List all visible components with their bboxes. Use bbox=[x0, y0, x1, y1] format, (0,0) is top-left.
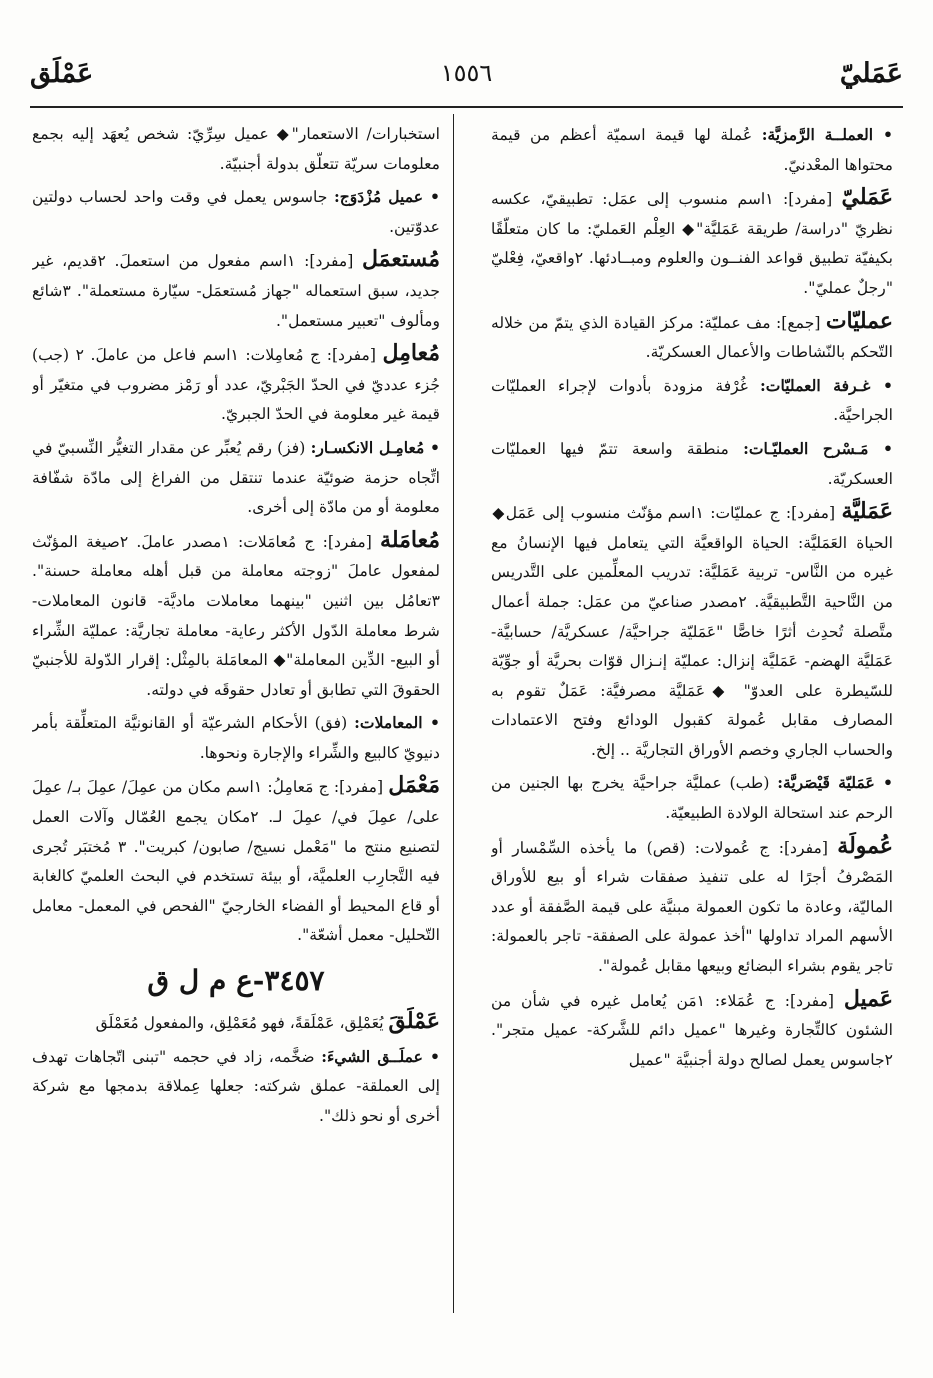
right-column bbox=[491, 120, 893, 1308]
dictionary-entry bbox=[491, 307, 893, 368]
entry-definition: [جمع]: مف عمليّة: مركز القيادة الذي يتمّ من خلاله التّحكم بالنّشاطات والأعمال العسكريّة. bbox=[491, 313, 893, 362]
entry-definition: [مفرد]: ج مُعامِلات: ١اسم فاعل من عاملَ. ٢ (جب) جُزء عدديّ في الحدّ الجَبْريّ، عدد أو رَمْز مضروب في متغيّر أو قيمة غير معلومة في الحدّ الجبريّ. bbox=[32, 346, 440, 424]
entry-definition: منطقة واسعة تتمّ فيها العمليّات العسكريّة. bbox=[491, 439, 893, 488]
dictionary-entry bbox=[491, 985, 893, 1076]
page-number: ١٥٥٦ bbox=[440, 59, 493, 87]
dictionary-entry bbox=[32, 1007, 440, 1039]
entry-lemma: عَمَليَّة bbox=[841, 498, 893, 525]
entry-subheading: • المعاملات: bbox=[354, 713, 440, 733]
dictionary-entry bbox=[32, 1042, 440, 1132]
entry-subheading: • عملَــق الشيءَ: bbox=[321, 1046, 440, 1066]
header-rule bbox=[30, 106, 903, 108]
dictionary-entry bbox=[491, 183, 893, 303]
entry-definition: ضخَّمه، زاد في حجمه "تبنى اتّجاهات تهدف إلى العملقة- عملق شركته: جعلها عِملاقة بدمجها مع شركة أخرى أو نحو ذلك". bbox=[32, 1047, 440, 1125]
dictionary-entry bbox=[32, 771, 440, 951]
entry-lemma: مُستعمَل bbox=[361, 246, 440, 273]
entry-definition: [مفرد]: ١اسم مفعول من استعملَ. ٢قديم، غير جديد، سبق استعماله "جهاز مُستعمَل- سيّارة مستعملة". ٣شائع ومألوف "تعبير مستعمل". bbox=[32, 252, 440, 330]
entry-subheading: • عَمَليّة قَيْصَريَّة: bbox=[777, 773, 893, 793]
dictionary-entry bbox=[32, 120, 440, 179]
entry-definition: (فق) الأحكام الشرعيّة أو القانونيَّة المتعلِّقة بأمر دنيويّ كالبيع والشِّراء والإجارة ونحوها. bbox=[32, 714, 440, 762]
entry-lemma: مُعامِل bbox=[382, 340, 440, 367]
entry-subheading: • مُعامِـل الانكسـار: bbox=[310, 437, 440, 457]
entry-definition: [مفرد]: ج مَعامِلُ: ١اسم مكان من عمِلَ/ عمِلَ بـ/ عمِلَ على/ عمِلَ في/ عمِلَ لـ. ٢مكان يجمع العُمّال وآلات العمل لتصنيع منتج ما "مَعْمل نسيج/ صابون/ كبريت". ٣ مُختبَر تُجرى فيه التَّجارِب العلميَّة، أو بيئة تستخدم في البحث العلميّ كالغابة أو قاع المحيط أو الفضاء الخارجيّ "الفحص في المعمل- معامل التّحليل- معمل أشعّة". bbox=[32, 778, 440, 945]
dictionary-entry bbox=[32, 708, 440, 768]
header-right-word: عَمَليّ bbox=[839, 57, 903, 89]
dictionary-entry bbox=[491, 371, 893, 431]
dictionary-entry bbox=[32, 182, 440, 242]
entry-lemma: عمليّات bbox=[825, 307, 893, 334]
dictionary-entry bbox=[32, 526, 440, 706]
header-left-word: عَمْلَق bbox=[30, 57, 94, 89]
root-heading: ٣٤٥٧-ع م ل ق bbox=[147, 964, 325, 998]
entry-lemma: عُمولَة bbox=[837, 832, 893, 859]
entry-lemma: مَعْمَل bbox=[388, 772, 440, 799]
dictionary-entry bbox=[32, 245, 440, 336]
dictionary-entry bbox=[491, 434, 893, 494]
entry-lemma: عَميل bbox=[843, 985, 893, 1012]
entry-definition: [مفرد]: ج مُعامَلات: ١مصدر عاملَ. ٢صيغة المؤنّث لمفعول عاملَ "زوجته معاملة من قبل أهله معاملة حسنة". ٣تعامُل بين اثنين "بينهما معاملات ماديَّة- قانون المعاملات- شرط معاملة الدّول الأكثر رعاية- معاملة تجاريَّة: عمليّة الشِّراء أو البيع- الدِّين المعاملة"◆ المعامَلة بالمِثْل: إقرار الدّولة للأجنبيّ الحقوقَ التي تطابق أو تعادل حقوقَه في دولته. bbox=[32, 532, 440, 699]
page-header bbox=[30, 48, 903, 98]
column-divider bbox=[453, 114, 454, 1313]
dictionary-entry bbox=[32, 433, 440, 523]
dictionary-entry bbox=[491, 497, 893, 765]
entry-definition: [مفرد]: ج عُمولات: (قص) ما يأخذه السِّمْسار أو المَصْرفُ أجرًا له على تنفيذ صفقات شراء أو بيع للأوراق الماليّة، وعادة ما تكون العمولة مبنيَّة على قيمة الصَّفقة أو عدد الأسهم المراد تداولها "أخذ عمولة على الصفقة- تاجر بالعمولة: تاجر يقوم بشراء البضائع وبيعها مقابل عُمولة". bbox=[491, 838, 893, 976]
entry-definition: يُعَمْلِق، عَمْلَقةً، فهو مُعَمْلِق، والمفعول مُعَمْلَق bbox=[95, 1014, 389, 1033]
entry-definition: عُملة لها قيمة اسميّة أعظم من قيمة محتواها المعْدنيّ. bbox=[491, 126, 893, 174]
entry-subheading: • العملــة الرَّمزيَّة: bbox=[761, 125, 893, 144]
entry-definition: [مفرد]: ج عمليّات: ١اسم مؤنّث منسوب إلى عَمَل◆ الحياة العَمَليَّة: الحياة الواقعيَّة التي يتعامل فيها الإنسانُ مع غيره من النَّاس- تربية عَمَليَّة: تدريب المعلِّمين على التَّدريس من النَّاحية التَّطبيقيَّة. ٢مصدر صناعيّ من عمَل: جملة أعمال متَّصلة تُحدِث أثرًا خاصًّا "عَمَليّة جراحيَّة/ عسكريَّة/ حسابيَّة- عَمَليَّة الهضم- عَمَليَّة إنزال: عمليّة إنـزال قوّات بحريَّة أو جوِّيّة للسّيطرة على العدوّ" ◆عَمَليَّة مصرفيَّة: عَمَلٌ تقوم به المصارف مقابل عُمولة كقبول الودائع وفتح الاعتمادات والحساب الجاري وخصم الأوراق التجاريَّة .. إلخ. bbox=[491, 504, 893, 759]
dictionary-entry bbox=[32, 339, 440, 430]
entry-subheading: • غـرفة العمليّات: bbox=[760, 375, 893, 395]
entry-definition: استخبارات/ الاستعمار"◆ عميل سِرِّيّ: شخص يُعهَد إليه بجمع معلومات سريّة تتعلّق بدولة أجنبيّة. bbox=[32, 125, 440, 173]
left-column bbox=[32, 120, 440, 1308]
entry-lemma: عَمْلَقَ bbox=[388, 1008, 440, 1035]
dictionary-entry bbox=[491, 832, 893, 982]
entry-definition: غُرْفة مزودة بأدوات لإجراء العمليّات الجراحيَّة. bbox=[491, 376, 893, 425]
entry-subheading: • عميل مُزْدَوَج: bbox=[333, 187, 440, 207]
entry-definition: [مفرد]: ١اسم منسوب إلى عمَل: تطبيقيّ، عكسه نظريّ "دراسة/ طريقة عَمَليَّة"◆ العِلْم العَمليّ: ما كان متعلّقًا بكيفيّة تطبيق قواعد الفنــون والعلوم ومبــادئها. ٢واقعيّ، فِعْليّ "رجلٌ عمليّ". bbox=[491, 190, 893, 297]
entry-lemma: عَمَليّ bbox=[841, 184, 893, 211]
entry-definition: جاسوس يعمل في وقت واحد لحساب دولتين عدوّتين. bbox=[32, 188, 440, 236]
entry-definition: (فز) رقم يُعبِّر عن مقدار التغيُّر النِّسبيّ في اتِّجاه حزمة ضوئيّة عندما تنتقل من الفراغ إلى مادّة شفّافة معلومة أو من مادّة إلى أخرى. bbox=[32, 438, 440, 517]
dictionary-entry bbox=[491, 768, 893, 828]
entry-definition: [مفرد]: ج عُمَلاء: ١مَن يُعامل غيره في شأن من الشئون كالتِّجارة وغيرها "عميل دائم للشَّركة- عميل متجر". ٢جاسوس يعمل لصالح دولة أجنبيَّة "عميل bbox=[491, 991, 893, 1069]
entry-subheading: • مَـسْرح العمليّـات: bbox=[743, 438, 893, 458]
entry-definition: (طب) عمليَّة جراحيَّة يخرج بها الجنين من الرحم عند استحالة الولادة الطبيعيّة. bbox=[491, 774, 893, 823]
dictionary-entry bbox=[491, 120, 893, 180]
entry-lemma: مُعامَلة bbox=[380, 526, 440, 553]
